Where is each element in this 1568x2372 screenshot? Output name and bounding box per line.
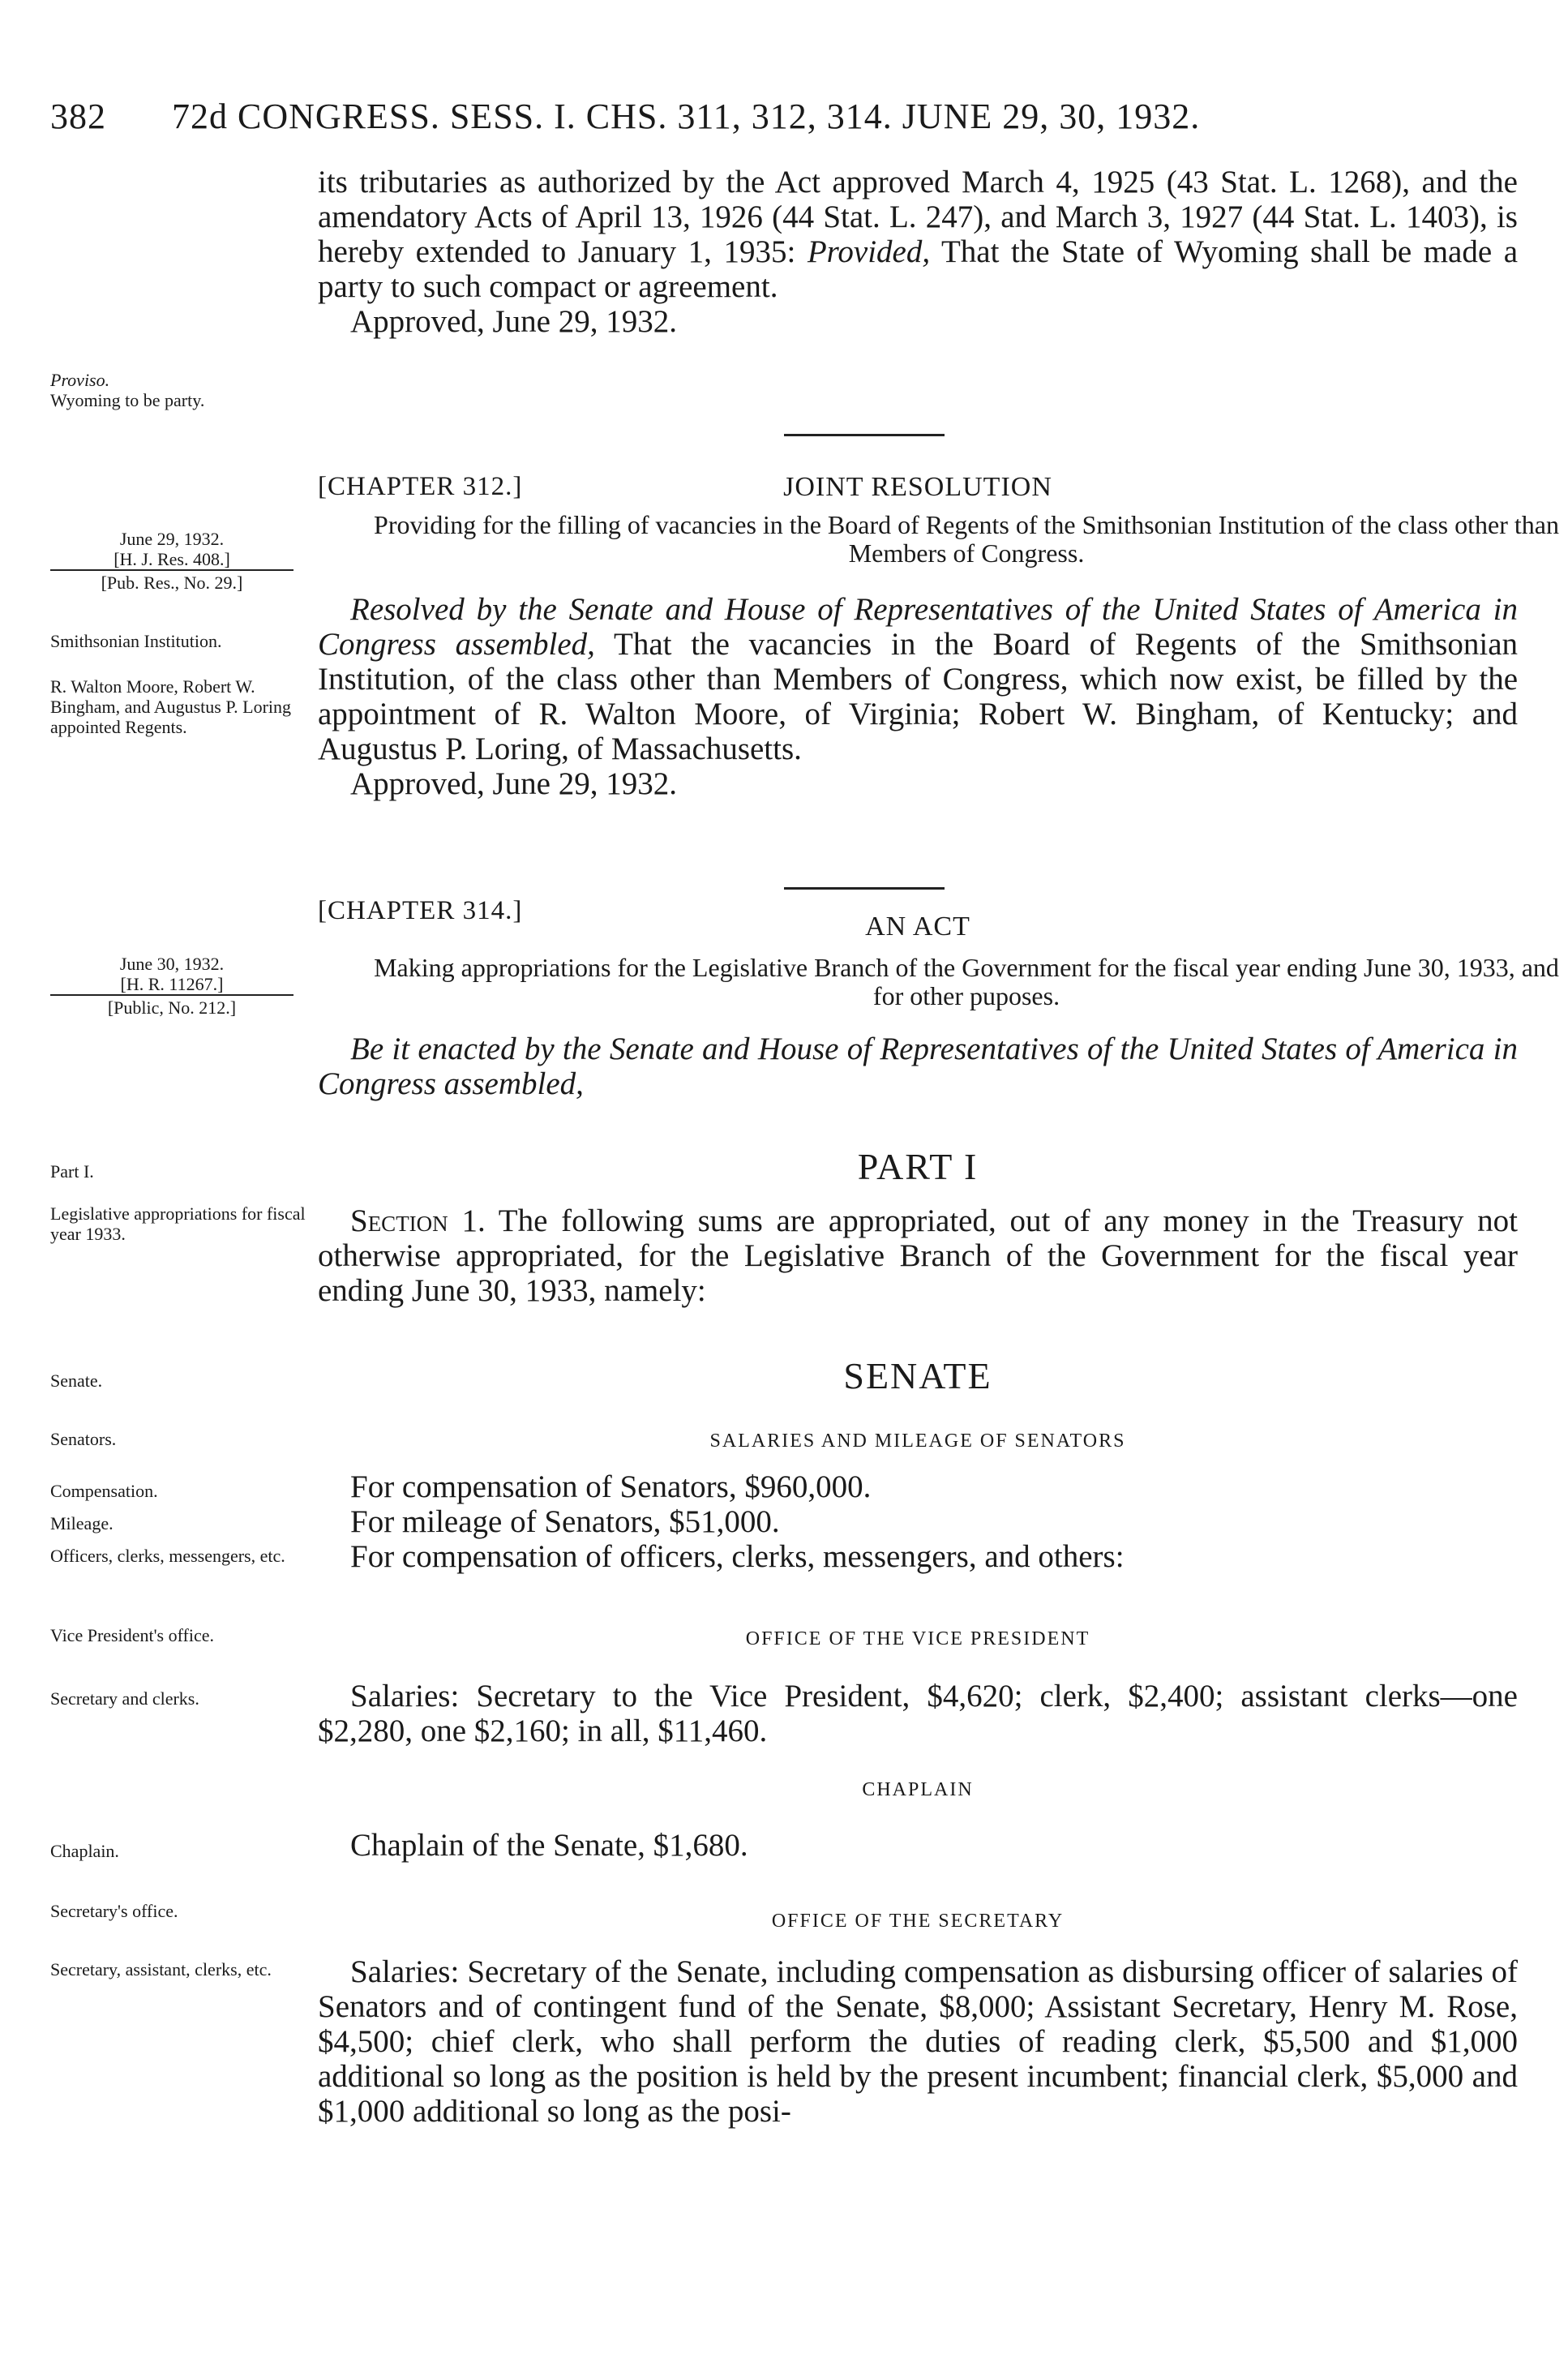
officers-line: For compensation of officers, clerks, messengers, and others: (350, 1539, 1125, 1574)
ch311-text-before: its tributaries as authorized by the Act approved March 4, 1925 (43 Stat. L. 1268), and the amendatory Acts of April 13, 1926 (44 Stat. L. 247), and March 3, 1927 (44 Stat. L. 1403), is hereby extended to January 1, 1935: (318, 165, 1518, 269)
running-title: 72d CONGRESS. SESS. I. CHS. 311, 312, 314. JUNE 29, 30, 1932. (172, 97, 1201, 136)
section-1-text: The following sums are appropriated, out of any money in the Treasury not otherwise appropriated, for the Legislative Branch of the Government for the fiscal year ending June 30, 1933, namely: (318, 1203, 1518, 1308)
section-1-paragraph (318, 1203, 1518, 1308)
margin-note-proviso: Proviso. (50, 370, 110, 390)
ref-public: [Public, No. 212.] (50, 994, 293, 1018)
chaplain-heading: CHAPLAIN (862, 1779, 974, 1800)
margin-note-compensation: Compensation. (50, 1481, 158, 1501)
ch314-separator-rule (784, 887, 945, 890)
section-1 (318, 1203, 1518, 1308)
ch314-enacting-clause (318, 1032, 1518, 1101)
ch314-purpose: Making appropriations for the Legislative Branch of the Government for the fiscal year ending June 30, 1933, and for other puposes. (374, 953, 1559, 1010)
vp-salaries (318, 1679, 1518, 1748)
ch311-provided: Provided, (807, 234, 931, 269)
ref-date: June 30, 1932. (119, 954, 225, 974)
ch312-approved: Approved, June 29, 1932. (350, 766, 677, 801)
margin-note-part-i: Part I. (50, 1161, 94, 1182)
ch312-chapter: [CHAPTER 312.] (318, 472, 523, 501)
secretary-salaries (318, 1954, 1518, 2129)
ch311-block (318, 165, 1518, 339)
ch314-enacting (318, 1032, 1518, 1101)
margin-note-mileage: Mileage. (50, 1513, 114, 1533)
section-1-label: Section 1. (350, 1203, 486, 1238)
margin-note-chaplain: Chaplain. (50, 1841, 119, 1861)
ch314-enacting-clause-text: Be it enacted by the Senate and House of Representatives of the United States of America in Congress assembled, (318, 1032, 1518, 1101)
ref-public: [Pub. Res., No. 29.] (50, 569, 293, 593)
margin-note-officers: Officers, clerks, messengers, etc. (50, 1546, 285, 1566)
margin-note-wyoming: Wyoming to be party. (50, 390, 205, 410)
ch312-separator-rule (784, 434, 945, 436)
margin-note-secretarys-office: Secretary's office. (50, 1901, 178, 1921)
ref-date: June 29, 1932. (119, 529, 225, 549)
mileage-line: For mileage of Senators, $51,000. (350, 1504, 780, 1539)
secretary-heading: OFFICE OF THE SECRETARY (771, 1911, 1065, 1932)
ch314-doc-type: AN ACT (865, 911, 970, 942)
margin-note-secretary-assistant: Secretary, assistant, clerks, etc. (50, 1959, 272, 1980)
salaries-heading: SALARIES AND MILEAGE OF SENATORS (709, 1430, 1126, 1452)
ch312-resolving-clause: Resolved by the Senate and House of Representatives of the United States of America in Congress assembled, (318, 592, 1518, 662)
margin-ref-ch314 (50, 954, 293, 1018)
chaplain-item (318, 1828, 1518, 1863)
margin-note-vp-office: Vice President's office. (50, 1625, 215, 1645)
ch311-text-after: That the State of Wyoming shall be made a party to such compact or agreement. (318, 234, 1519, 304)
ch311-approved: Approved, June 29, 1932. (350, 304, 677, 339)
margin-note-smithsonian: Smithsonian Institution. (50, 631, 222, 651)
ch311-paragraph (318, 165, 1518, 304)
part-heading: PART I (857, 1146, 979, 1187)
ch312-doc-type: JOINT RESOLUTION (783, 472, 1052, 502)
margin-note-secretary-clerks: Secretary and clerks. (50, 1688, 199, 1709)
comp-line: For compensation of Senators, $960,000. (350, 1469, 872, 1504)
running-head (50, 96, 1510, 137)
ch314-chapter: [CHAPTER 314.] (318, 896, 523, 925)
ref-bill: [H. J. Res. 408.] (114, 549, 230, 569)
margin-ref-ch312 (50, 529, 293, 593)
margin-note-legislative: Legislative appropriations for fiscal year 1933. (50, 1203, 306, 1244)
senators-items (318, 1469, 1518, 1574)
chaplain-line: Chaplain of the Senate, $1,680. (350, 1828, 748, 1863)
ch312-body (318, 592, 1518, 801)
senate-heading: SENATE (843, 1355, 992, 1396)
margin-note-regents: R. Walton Moore, Robert W. Bingham, and Augustus P. Loring appointed Regents. (50, 676, 292, 737)
vp-salaries-paragraph: Salaries: Secretary to the Vice President, $4,620; clerk, $2,400; assistant clerks—one $2,280, one $2,160; in all, $11,460. (318, 1679, 1518, 1748)
margin-note-senate: Senate. (50, 1370, 103, 1391)
ch312-purpose: Providing for the filling of vacancies in the Board of Regents of the Smithsonian Institution of the class other than Members of Congress. (374, 510, 1559, 568)
page-number: 382 (50, 97, 106, 136)
ch312-text: That the vacancies in the Board of Regents of the Smithsonian Institution, of the class other than Members of Congress, which now exist, be filled by the appointment of R. Walton Moore, of Virginia; Robert W. Bingham, of Kentucky; and Augustus P. Loring, of Massachusetts. (318, 627, 1518, 766)
ref-bill: [H. R. 11267.] (120, 974, 224, 994)
vp-heading: OFFICE OF THE VICE PRESIDENT (745, 1628, 1090, 1649)
ch312-paragraph (318, 592, 1518, 766)
margin-note-senators: Senators. (50, 1429, 117, 1449)
secretary-salaries-paragraph: Salaries: Secretary of the Senate, including compensation as disbursing officer of salaries of Senators and of contingent fund of the Senate, $8,000; Assistant Secretary, Henry M. Rose, $4,500; chief clerk, who shall perform the duties of reading clerk, $5,500 and $1,000 additional so long as the position is held by the present incumbent; financial clerk, $5,000 and $1,000 additional so long as the posi- (318, 1954, 1518, 2129)
